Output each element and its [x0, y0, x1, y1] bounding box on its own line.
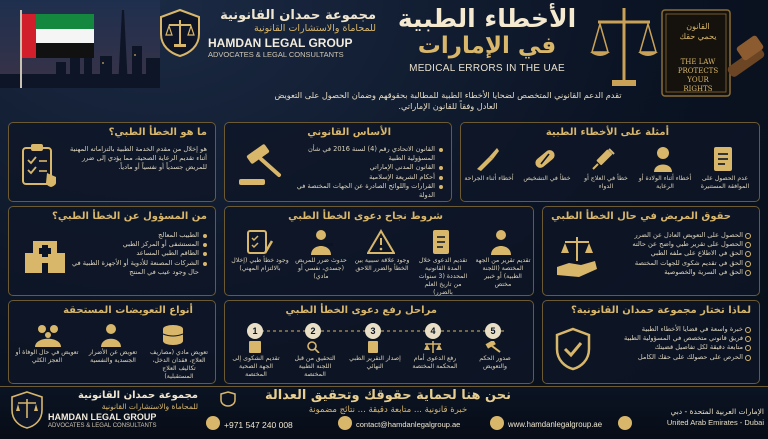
- panel-title: ما هو الخطأ الطبي؟: [108, 127, 207, 138]
- syringe-icon: [589, 145, 617, 173]
- compensation-caption: تعويض عن الأضرار الجسدية والنفسية: [88, 349, 138, 364]
- warning-triangle-icon: [367, 229, 395, 255]
- footer-logo-icon: [10, 390, 44, 430]
- list-item: الحصول على التعويض العادل عن الضرر: [601, 231, 751, 240]
- compensation-caption: تعويض مادي (مصاريف العلاج، فقدان الدخل، تكاليف العلاج المستقبلية): [149, 349, 209, 380]
- panel-why-choose: [542, 300, 760, 384]
- panel-title: لماذا تختار مجموعة حمدان القانونية؟: [570, 305, 751, 316]
- condition-caption: وجود خطأ طبي (إخلال بالالتزام المهني): [231, 257, 289, 272]
- slogan-line-2: خبرة قانونية ... متابعة دقيقة ... نتائج مضمونة: [308, 405, 468, 415]
- intro-text: تقدم الدعم القانوني المتخصص لضحايا الأخطاء الطبية للمطالبة بحقوقهم وضمان الحصول على التعويض العادل وفقاً للقانون الإماراتي.: [274, 90, 622, 111]
- report-icon: [363, 341, 383, 353]
- book-line-3: THE LAW: [680, 58, 716, 66]
- document-icon: [427, 229, 455, 255]
- website-link[interactable]: www.hamdanlegalgroup.ae: [508, 420, 603, 429]
- step-number: 5: [485, 323, 501, 339]
- magnifier-icon: [303, 341, 323, 353]
- brand-name-ar: مجموعة حمدان القانونية: [220, 8, 376, 23]
- panel-title: مراحل رفع دعوى الخطأ الطبي: [285, 305, 437, 316]
- list-item: المستشفى أو المركز الطبي: [69, 240, 207, 249]
- footer-brand-en: HAMDAN LEGAL GROUP: [48, 412, 157, 422]
- condition-caption: تقديم الدعوى خلال المدة القانونية المحددة (3 سنوات من تاريخ العلم بالضرر): [418, 257, 468, 296]
- injured-patient-icon: [307, 229, 335, 255]
- panel-responsible: [8, 206, 216, 296]
- step-caption: رفع الدعوى أمام المحكمة المختصة: [412, 355, 458, 370]
- example-caption: أخطاء أثناء الجراحة: [464, 175, 514, 182]
- book-cover-text-ar: [666, 22, 730, 42]
- example-caption: خطأ في التشخيص: [523, 175, 571, 182]
- email-link[interactable]: contact@hamdanlegalgroup.ae: [356, 420, 461, 429]
- header: [0, 0, 768, 93]
- panel-body: هو إخلال من مقدم الخدمة الطبية بالتزاماته المهنية أثناء تقديم الرعاية الصحية، مما يؤدي إلى ضرر للمريض جسدياً أو نفسياً أو مادياً.: [70, 145, 207, 172]
- hand-scales-icon: [555, 233, 599, 279]
- complaint-icon: [245, 341, 265, 353]
- dubai-skyline-flag-illustration: [0, 0, 160, 88]
- step-caption: التحقيق من قبل اللجنة الطبية المختصة: [294, 355, 336, 378]
- report-person-icon: [487, 229, 515, 255]
- brand-name-en: HAMDAN LEGAL GROUP: [208, 36, 353, 50]
- checklist-pen-icon: [245, 229, 273, 255]
- panel-conditions: [224, 206, 534, 296]
- book-line-5: RIGHTS: [683, 85, 713, 93]
- address-en: United Arab Emirates - Dubai: [666, 418, 764, 427]
- panel-title: حقوق المريض في حال الخطأ الطبي: [551, 211, 731, 222]
- clipboard-checklist-icon: [19, 143, 59, 187]
- brand-text: [208, 8, 376, 60]
- globe-icon: [490, 416, 504, 430]
- step-caption: تقديم الشكوى إلى الجهة الصحية المختصة: [232, 355, 280, 378]
- footer-shield-icon: [220, 391, 236, 407]
- step-number: 4: [425, 323, 441, 339]
- scalpel-icon: [473, 145, 501, 173]
- step-number: 1: [247, 323, 263, 339]
- why-choose-list: [595, 325, 751, 362]
- scales-shield-logo-icon: [158, 8, 202, 58]
- panel-compensation: [8, 300, 216, 384]
- legal-basis-list: [291, 145, 443, 200]
- step-caption: صدور الحكم والتعويض: [479, 355, 511, 370]
- condition-caption: تقديم تقرير من الجهة المختصة (اللجنة الطبية) أو خبير مختص: [475, 257, 531, 288]
- list-item: أحكام الشريعة الإسلامية: [291, 173, 443, 182]
- list-item: القرارات واللوائح الصادرة عن الجهات المختصة في الدولة: [291, 182, 443, 200]
- brand-sub-ar: للمحاماة والاستشارات القانونية: [254, 23, 376, 34]
- footer-brand-ar: مجموعة حمدان القانونية: [78, 390, 198, 401]
- compensation-caption: تعويض في حال الوفاة أو العجز الكلي: [15, 349, 79, 364]
- step-caption: إصدار التقرير الطبي النهائي: [349, 355, 401, 370]
- list-item: الطبيب المعالج: [69, 231, 207, 240]
- injured-person-icon: [97, 323, 125, 347]
- panel-title: أنواع التعويضات المستحقة: [63, 305, 193, 316]
- list-item: متابعة دقيقة لكل تفاصيل قضيتك: [595, 343, 751, 352]
- coins-icon: [159, 323, 187, 347]
- condition-caption: وجود علاقة سببية بين الخطأ والضرر اللاحق: [354, 257, 410, 272]
- list-item: الطاقم الطبي المساعد: [69, 249, 207, 258]
- baby-icon: [649, 145, 677, 173]
- title-english: MEDICAL ERRORS IN THE UAE: [409, 63, 565, 74]
- list-item: خبرة واسعة في قضايا الأخطاء الطبية: [595, 325, 751, 334]
- panel-title: أمثلة على الأخطاء الطبية: [545, 127, 669, 138]
- panel-title: الأساس القانوني: [307, 127, 391, 138]
- gavel-icon: [237, 143, 285, 187]
- slogan-line-1: نحن هنا لحماية حقوقك وتحقيق العدالة: [264, 388, 511, 403]
- step-number: 2: [305, 323, 321, 339]
- hospital-building-icon: [23, 235, 67, 275]
- family-icon: [33, 323, 63, 347]
- list-item: القانون المدني الإماراتي: [291, 163, 443, 172]
- list-item: الشركات المصنعة للأدوية أو الأجهزة الطبية في حال وجود عيب في المنتج: [69, 259, 207, 277]
- brand-sub-en: ADVOCATES & LEGAL CONSULTANTS: [208, 50, 344, 59]
- footer-address: [636, 406, 764, 428]
- book-cover-text-en: [666, 58, 730, 94]
- location-pin-icon: [618, 416, 632, 430]
- phone-icon: [206, 416, 220, 430]
- patient-rights-list: [601, 231, 751, 277]
- page-title: [392, 4, 582, 84]
- title-line-2: في الإمارات: [417, 33, 557, 59]
- footer-slogan: [238, 388, 538, 416]
- example-caption: عدم الحصول على الموافقة المستنيرة: [700, 175, 750, 190]
- example-caption: أخطاء أثناء الولادة أو الرعاية: [638, 175, 692, 190]
- list-item: القانون الاتحادي رقم (4) لسنة 2016 في شأن المسؤولية الطبية: [291, 145, 443, 163]
- address-ar: الإمارات العربية المتحدة - دبي: [670, 407, 764, 416]
- panel-error-examples: [460, 122, 760, 202]
- shield-check-icon: [555, 327, 591, 371]
- list-item: الحق في السرية والخصوصية: [601, 268, 751, 277]
- judgment-gavel-icon: [483, 341, 503, 353]
- footer-brand: [48, 390, 198, 430]
- book-line-2: يحمي حقك: [679, 32, 717, 41]
- step-number: 3: [365, 323, 381, 339]
- phone-link[interactable]: +971 547 240 008: [224, 420, 293, 430]
- footer-brand-sub-en: ADVOCATES & LEGAL CONSULTANTS: [48, 423, 157, 429]
- book-line-1: القانون: [686, 22, 710, 31]
- panel-patient-rights: [542, 206, 760, 296]
- consent-document-icon: [709, 145, 737, 173]
- list-item: الحرص على حصولك على حقك الكامل: [595, 353, 751, 362]
- list-item: فريق قانوني متخصص في المسؤولية الطبية: [595, 334, 751, 343]
- panel-title: شروط نجاح دعوى الخطأ الطبي: [288, 211, 443, 222]
- book-line-4: PROTECTS YOUR: [677, 67, 719, 84]
- panel-legal-basis: [224, 122, 452, 202]
- footer-brand-sub-ar: للمحاماة والاستشارات القانونية: [101, 402, 198, 411]
- condition-caption: حدوث ضرر للمريض (جسدي، نفسي أو مادي): [295, 257, 347, 280]
- brand-block: [158, 8, 376, 78]
- example-caption: خطأ في العلاج أو الدواء: [584, 175, 628, 190]
- court-scales-icon: [423, 341, 443, 353]
- panel-what-is-error: [8, 122, 216, 202]
- panel-title: من المسؤول عن الخطأ الطبي؟: [52, 211, 207, 222]
- list-item: الحق في الاطلاع على ملفه الطبي: [601, 249, 751, 258]
- panel-lawsuit-steps: [224, 300, 534, 384]
- list-item: الحق في تقديم شكوى للجهات المختصة: [601, 259, 751, 268]
- pill-icon: [531, 145, 559, 173]
- list-item: الحصول على تقرير طبي واضح عن حالته: [601, 240, 751, 249]
- email-icon: [338, 416, 352, 430]
- title-line-1: الأخطاء الطبية: [397, 4, 577, 33]
- responsible-list: [69, 231, 207, 277]
